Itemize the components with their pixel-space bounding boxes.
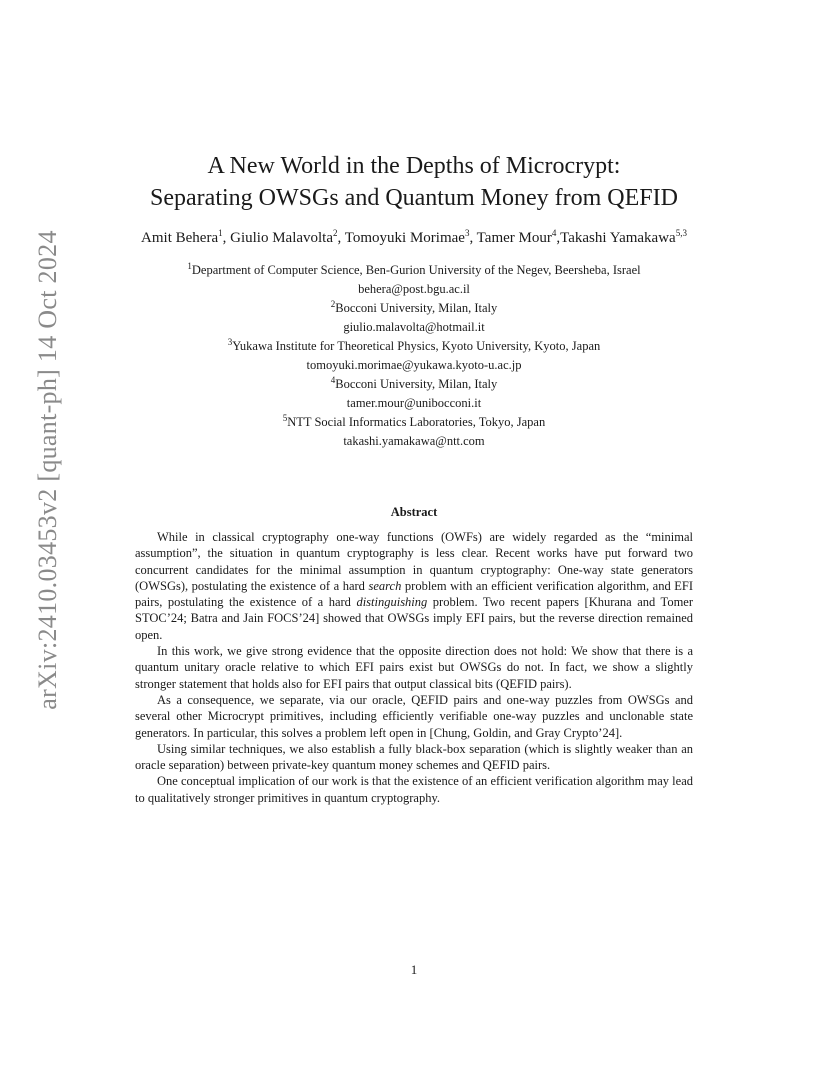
abstract-paragraph: As a consequence, we separate, via our oracle, QEFID pairs and one-way puzzles from OWSGs and several other Microcrypt primitives, including efficiently verifiable one-way puzzles and unclonable state generators. In particular, this solves a problem left open in [Chung, Goldin, and Gray Crypto’24]. <box>135 692 693 740</box>
affiliation-mark: 5 <box>282 412 288 423</box>
affiliation-line <box>0 261 828 280</box>
arxiv-identifier-stamp: arXiv:2410.03453v2 [quant-ph] 14 Oct 2024 <box>33 230 62 710</box>
affiliation-line <box>0 337 828 356</box>
author-affil-mark: 5,3 <box>675 228 687 238</box>
affiliation-line <box>0 299 828 318</box>
affiliation-line <box>0 413 828 432</box>
affiliation-text: NTT Social Informatics Laboratories, Tokyo, Japan <box>287 415 546 429</box>
author-name: Takashi Yamakawa <box>560 230 676 246</box>
author-name: Tomoyuki Morimae <box>344 230 465 246</box>
affiliation-text: Bocconi University, Milan, Italy <box>335 377 498 391</box>
affiliation-mark: 1 <box>187 260 192 271</box>
affiliation-text: Department of Computer Science, Ben-Gurion University of the Negev, Beersheba, Israel <box>191 263 641 277</box>
author-name: Tamer Mour <box>476 230 552 246</box>
abstract-text: problem. Two recent papers [Khurana and Tomer STOC’24; Batra and Jain FOCS’24] showed that OWSGs imply EFI pairs, but the reverse direction remained open. <box>135 595 693 642</box>
affiliation-email: behera@post.bgu.ac.il <box>358 282 470 296</box>
author-name: Giulio Malavolta <box>230 230 334 246</box>
author-affil-mark: 1 <box>218 228 223 238</box>
abstract-paragraph: In this work, we give strong evidence that the opposite direction does not hold: We show that there is a quantum unitary oracle relative to which EFI pairs exist but OWSGs do not. In fact, we show a slightly stronger statement that holds also for EFI pairs that output classical bits (QEFID pairs). <box>135 644 693 691</box>
abstract-emphasis: search <box>368 578 402 593</box>
affiliation-line <box>0 375 828 394</box>
affiliation-text: Bocconi University, Milan, Italy <box>335 301 498 315</box>
affiliation-email: tomoyuki.morimae@yukawa.kyoto-u.ac.jp <box>306 358 522 372</box>
abstract-text: While in classical cryptography one-way functions (OWFs) are widely regarded as the “minimal assumption”, the situation in quantum cryptography is less clear. Recent works have put forward two concurrent candidates for the minimal assumption in quantum cryptography: One-way state generators (OWSGs), postulating the existence of a hard <box>135 530 693 593</box>
abstract-heading: Abstract <box>390 505 438 519</box>
abstract-paragraph: One conceptual implication of our work is that the existence of an efficient verification algorithm may lead to qualitatively stronger primitives in quantum cryptography. <box>135 774 693 805</box>
affiliation-text: Yukawa Institute for Theoretical Physics, Kyoto University, Kyoto, Japan <box>232 339 601 353</box>
paper-title <box>0 150 828 214</box>
author-name: Amit Behera <box>141 230 219 246</box>
abstract-body <box>135 529 693 806</box>
affiliation-email: takashi.yamakawa@ntt.com <box>343 434 485 448</box>
page-number: 1 <box>410 962 418 977</box>
affiliation-mark: 4 <box>330 374 336 385</box>
abstract-paragraph <box>135 529 693 643</box>
author-list: Amit Behera$^1$, Giulio Malavolta$^2$, Tomoyuki Morimae$^3$, Tamer Mour$^4$,Takashi Yamakawa$^{5,3}$ <box>141 228 687 246</box>
affiliation-mark: 3 <box>227 336 233 347</box>
abstract-emphasis: distinguishing <box>356 595 428 610</box>
abstract-text: problem with an efficient verification algorithm, and EFI pairs, postulating the existence of a hard <box>135 578 693 610</box>
author-affil-mark: 3 <box>464 228 470 238</box>
author-affil-mark: 4 <box>551 228 557 238</box>
title-line-2: Separating OWSGs and Quantum Money from QEFID <box>150 185 678 211</box>
affiliation-mark: 2 <box>330 298 336 309</box>
affiliation-email: giulio.malavolta@hotmail.it <box>343 320 485 334</box>
author-affil-mark: 2 <box>333 228 338 238</box>
abstract-paragraph: Using similar techniques, we also establish a fully black-box separation (which is slightly weaker than an oracle separation) between private-key quantum money schemes and QEFID pairs. <box>135 741 693 773</box>
affiliation-list <box>0 261 828 451</box>
title-line-1: A New World in the Depths of Microcrypt: <box>207 153 621 179</box>
affiliation-email: tamer.mour@unibocconi.it <box>346 396 482 410</box>
